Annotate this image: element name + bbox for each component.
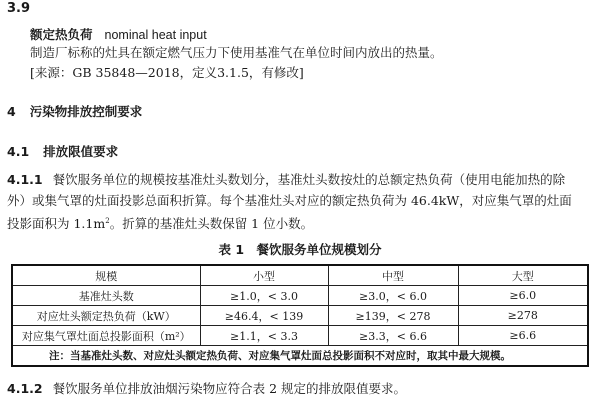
paragraph-number: 4.1.2 xyxy=(7,381,43,396)
section-number: 4 xyxy=(7,104,16,119)
scale-table xyxy=(11,264,589,367)
subsection-heading xyxy=(7,142,118,160)
table-row xyxy=(12,306,588,326)
table-header-cell: 中型 xyxy=(328,265,458,286)
table-note: 注：当基准灶头数、对应灶头额定热负荷、对应集气罩灶面总投影面积不对应时，取其中最大规模。 xyxy=(12,346,588,367)
table-cell: ≥139，< 278 xyxy=(328,306,458,326)
paragraph-4-1-1-line-3 xyxy=(7,211,313,234)
table-cell: 对应灶头额定热负荷（kW） xyxy=(12,306,200,326)
table-cell: ≥46.4，< 139 xyxy=(200,306,328,326)
table-cell: ≥3.0，< 6.0 xyxy=(328,286,458,306)
term-english: nominal heat input xyxy=(104,28,207,42)
paragraph-4-1-1-line-1 xyxy=(7,169,565,190)
table-header-cell: 大型 xyxy=(458,265,588,286)
paragraph-text: 餐饮服务单位排放油烟污染物应符合表 2 规定的排放限值要求。 xyxy=(52,381,406,396)
table-header-row xyxy=(12,265,588,286)
paragraph-4-1-1-line-2: 外）或集气罩的灶面投影总面积折算。每个基准灶头对应的额定热负荷为 46.4kW，对应集气罩的灶面 xyxy=(7,193,572,208)
section-title: 污染物排放控制要求 xyxy=(29,104,143,119)
paragraph-number: 4.1.1 xyxy=(7,172,43,187)
table-cell: ≥6.6 xyxy=(458,326,588,346)
table-cell: ≥6.0 xyxy=(458,286,588,306)
term-chinese: 额定热负荷 xyxy=(30,27,93,42)
table-row xyxy=(12,286,588,306)
table-cell: ≥3.3，< 6.6 xyxy=(328,326,458,346)
superscript: 2 xyxy=(105,217,110,225)
table-note-row xyxy=(12,346,588,367)
clause-number: 3.9 xyxy=(7,1,31,16)
table-cell: 基准灶头数 xyxy=(12,286,200,306)
term-definition: 制造厂标称的灶具在额定燃气压力下使用基准气在单位时间内放出的热量。 xyxy=(30,45,443,60)
term-heading xyxy=(30,24,207,43)
table-header-cell: 小型 xyxy=(200,265,328,286)
table-header-cell: 规模 xyxy=(12,265,200,286)
table-cell: 对应集气罩灶面总投影面积（m²） xyxy=(12,326,200,346)
table-caption: 表 1 餐饮服务单位规模划分 xyxy=(218,242,382,257)
section-heading xyxy=(7,102,142,120)
table-cell: ≥1.0，< 3.0 xyxy=(200,286,328,306)
paragraph-text: 餐饮服务单位的规模按基准灶头数划分，基准灶头数按灶的总额定热负荷（使用电能加热的除 xyxy=(52,172,566,187)
subsection-number: 4.1 xyxy=(7,144,30,159)
term-source: [来源：GB 35848—2018，定义3.1.5，有修改] xyxy=(30,65,304,80)
subsection-title: 排放限值要求 xyxy=(43,144,119,159)
table-cell: ≥278 xyxy=(458,306,588,326)
paragraph-4-1-2 xyxy=(7,378,406,399)
table-cell: ≥1.1，< 3.3 xyxy=(200,326,328,346)
table-row xyxy=(12,326,588,346)
paragraph-text: 投影面积为 1.1m xyxy=(7,216,106,232)
paragraph-text: 。折算的基准灶头数保留 1 位小数。 xyxy=(109,216,314,232)
